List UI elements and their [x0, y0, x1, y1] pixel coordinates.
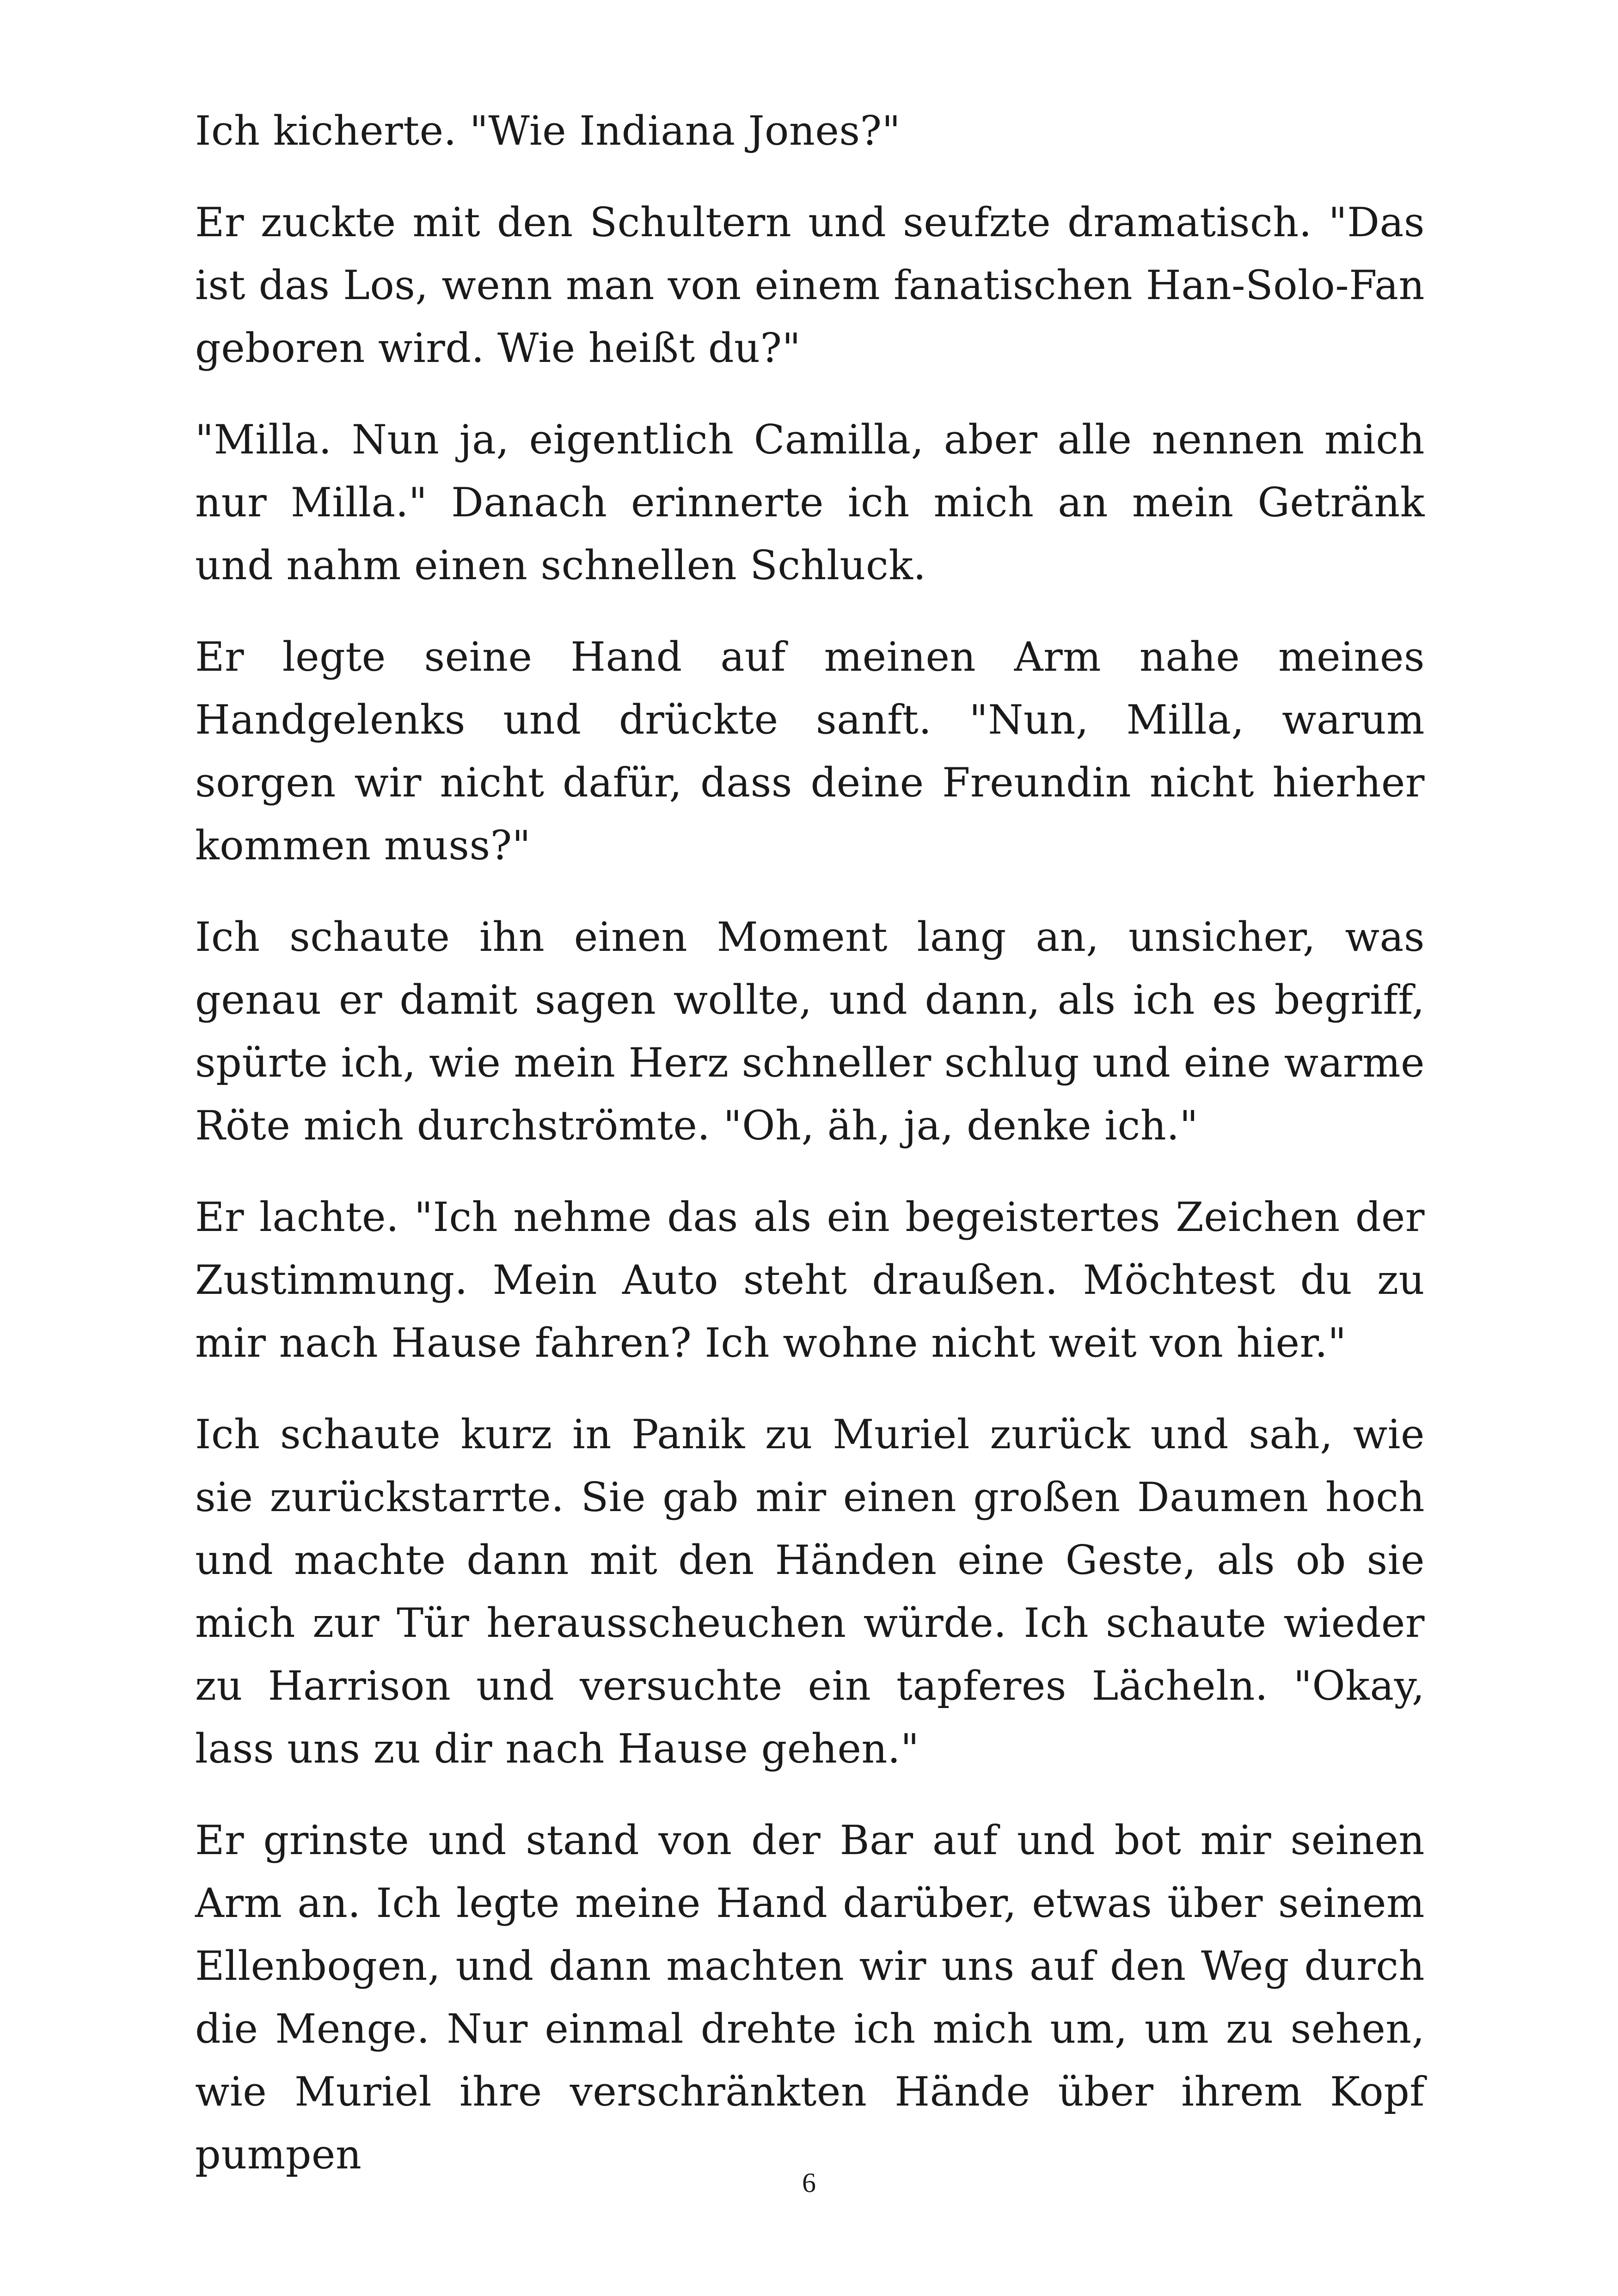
- paragraph-6: Er lachte. "Ich nehme das als ein begeistertes Zeichen der Zustimmung. Mein Auto steht draußen. Möchtest du zu mir nach Hause fahren? Ich wohne nicht weit von hier.": [195, 1194, 1425, 1366]
- paragraph-8: Er grinste und stand von der Bar auf und bot mir seinen Arm an. Ich legte meine Hand darüber, etwas über seinem Ellenbogen, und dann machten wir uns auf den Weg durch die Menge. Nur einmal drehte ich mich um, um zu sehen, wie Muriel ihre verschränkten Hände über ihrem Kopf pumpen: [195, 1817, 1425, 2178]
- paragraph-1: Ich kicherte. "Wie Indiana Jones?": [195, 107, 901, 154]
- paragraph-4: Er legte seine Hand auf meinen Arm nahe meines Handgelenks und drückte sanft. "Nun, Milla, warum sorgen wir nicht dafür, dass deine Freundin nicht hierher kommen muss?": [195, 633, 1425, 869]
- paragraph-3: "Milla. Nun ja, eigentlich Camilla, aber alle nennen mich nur Milla." Danach erinnerte ich mich an mein Getränk und nahm einen schnellen Schluck.: [195, 416, 1425, 589]
- body-text: [195, 99, 1425, 2215]
- paragraph-2: Er zuckte mit den Schultern und seufzte dramatisch. "Das ist das Los, wenn man von einem fanatischen Han-Solo-Fan geboren wird. Wie heißt du?": [195, 199, 1425, 372]
- paragraph-5: Ich schaute ihn einen Moment lang an, unsicher, was genau er damit sagen wollte, und dann, als ich es begriff, spürte ich, wie mein Herz schneller schlug und eine warme Röte mich durchströmte. "Oh, äh, ja, denke ich.": [195, 913, 1425, 1149]
- paragraph-7: Ich schaute kurz in Panik zu Muriel zurück und sah, wie sie zurückstarrte. Sie gab mir einen großen Daumen hoch und machte dann mit den Händen eine Geste, als ob sie mich zur Tür herausscheuchen würde. Ich schaute wieder zu Harrison und versuchte ein tapferes Lächeln. "Okay, lass uns zu dir nach Hause gehen.": [195, 1411, 1425, 1772]
- page-number: 6: [802, 2167, 816, 2198]
